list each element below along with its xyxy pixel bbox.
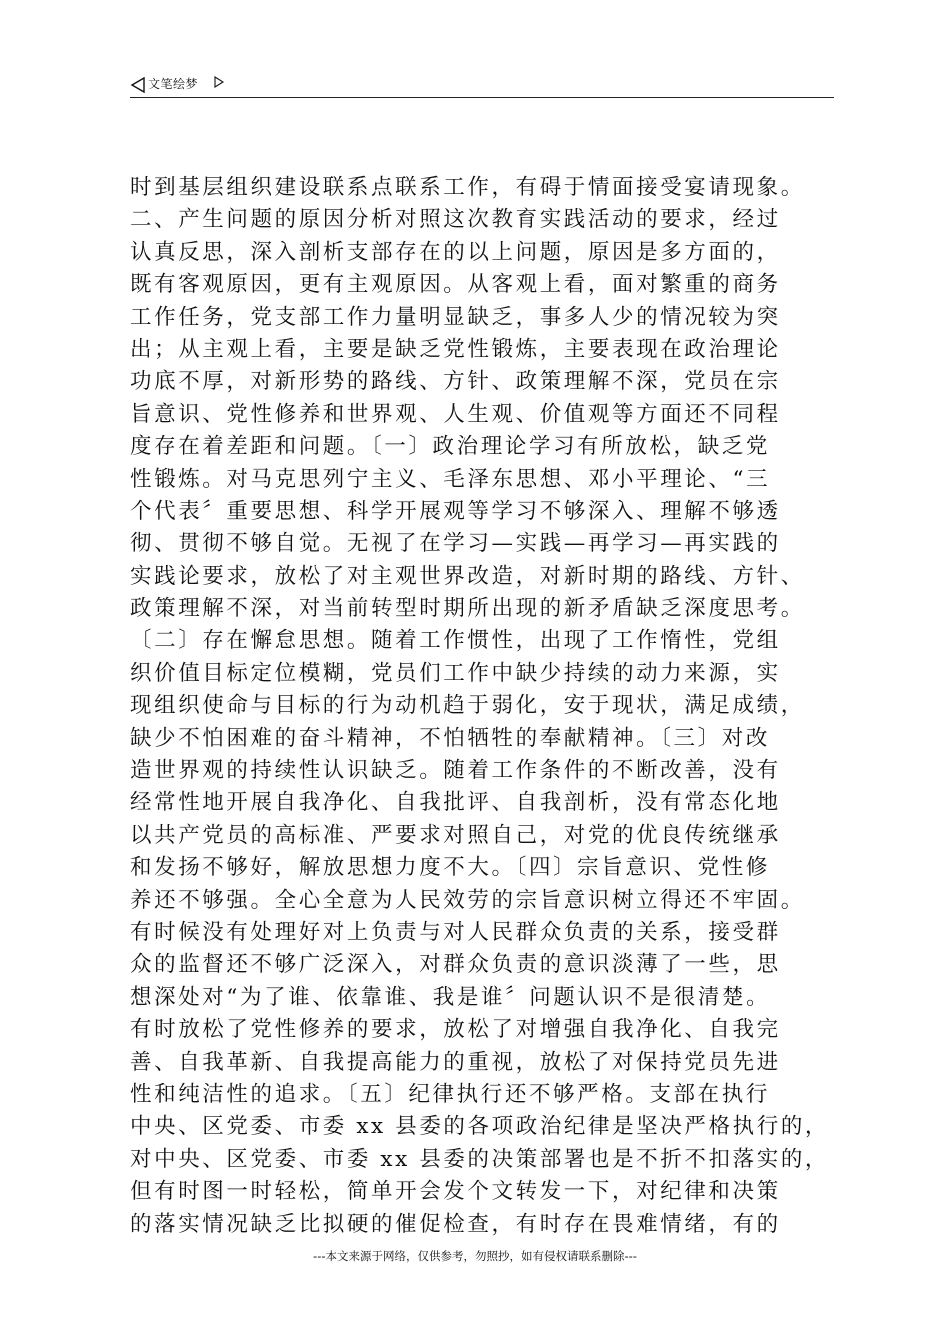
text-line: 想深处对“为了谁、依靠谁、我是谁〞问题认识不是很清楚。 (130, 984, 771, 1010)
text-line: 旨意识、党性修养和世界观、人生观、价值观等方面还不同程 (130, 401, 781, 427)
text-line: 对中央、区党委、市委 xx 县委的决策部署也是不折不扣落实的， (130, 1146, 830, 1172)
document-body (130, 172, 842, 1241)
text-line: 有时放松了党性修养的要求，放松了对增强自我净化、自我完 (130, 1017, 781, 1043)
text-line: 和发扬不够好，解放思想力度不大。〔四〕宗旨意识、党性修 (130, 855, 770, 881)
text-line: 既有客观原因，更有主观原因。从客观上看，面对繁重的商务 (130, 272, 781, 298)
text-line: 经常性地开展自我净化、自我批评、自我剖析，没有常态化地 (130, 790, 781, 816)
text-line: 实践论要求，放松了对主观世界改造，对新时期的路线、方针、 (130, 563, 805, 589)
text-line: 缺少不怕困难的奋斗精神，不怕牺牲的奉献精神。〔三〕对改 (130, 725, 770, 751)
text-line: 认真反思，深入剖析支部存在的以上问题，原因是多方面的， (130, 239, 781, 265)
text-line: 功底不厚，对新形势的路线、方针、政策理解不深，党员在宗 (130, 369, 781, 395)
page-header (130, 74, 834, 98)
page-footer-disclaimer: ---本文来源于网络，仅供参考，勿照抄，如有侵权请联系删除--- (313, 1249, 637, 1263)
header-title: 文笔绘梦 (148, 77, 199, 91)
text-line: 〔二〕存在懈怠思想。随着工作惯性，出现了工作惰性，党组 (130, 628, 781, 654)
text-line: 性和纯洁性的追求。〔五〕纪律执行还不够严格。支部在执行 (130, 1081, 770, 1107)
text-line: 善、自我革新、自我提高能力的重视，放松了对保持党员先进 (130, 1049, 781, 1075)
text-line: 造世界观的持续性认识缺乏。随着工作条件的不断改善，没有 (130, 758, 781, 784)
text-line: 彻、贯彻不够自觉。无视了在学习—实践—再学习—再实践的 (130, 531, 781, 557)
text-line: 但有时图一时轻松，简单开会发个文转发一下，对纪律和决策 (130, 1179, 781, 1205)
text-line: 时到基层组织建设联系点联系工作，有碍于情面接受宴请现象。 (130, 175, 805, 200)
text-line: 以共产党员的高标准、严要求对照自己，对党的优良传统继承 (130, 822, 781, 848)
text-line: 性锻炼。对马克思列宁主义、毛泽东思想、邓小平理论、“三 (130, 466, 771, 492)
text-line: 出；从主观上看，主要是缺乏党性锻炼，主要表现在政治理论 (130, 336, 781, 362)
text-line: 的落实情况缺乏比拟硬的催促检查，有时存在畏难情绪，有的 (130, 1211, 781, 1237)
text-line: 政策理解不深，对当前转型时期所出现的新矛盾缺乏深度思考。 (130, 596, 805, 622)
text-line: 有时候没有处理好对上负责与对人民群众负责的关系，接受群 (130, 919, 781, 945)
text-line: 织价值目标定位模糊，党员们工作中缺少持续的动力来源，实 (130, 660, 781, 686)
text-line: 中央、区党委、市委 xx 县委的各项政治纪律是坚决严格执行的， (130, 1114, 830, 1140)
header-divider (130, 97, 834, 98)
text-line: 二、产生问题的原因分析对照这次教育实践活动的要求，经过 (130, 207, 781, 233)
text-line: 工作任务，党支部工作力量明显缺乏，事多人少的情况较为突 (130, 304, 781, 330)
text-line: 现组织使命与目标的行为动机趋于弱化，安于现状，满足成绩， (130, 693, 805, 719)
text-line: 个代表〞重要思想、科学开展观等学习不够深入、理解不够透 (130, 498, 781, 524)
text-line: 度存在着差距和问题。〔一〕政治理论学习有所放松，缺乏党 (130, 434, 770, 460)
triangle-right-icon (214, 76, 224, 88)
text-line: 养还不够强。全心全意为人民效劳的宗旨意识树立得还不牢固。 (130, 887, 805, 913)
text-line: 众的监督还不够广泛深入，对群众负责的意识淡薄了一些，思 (130, 952, 781, 978)
